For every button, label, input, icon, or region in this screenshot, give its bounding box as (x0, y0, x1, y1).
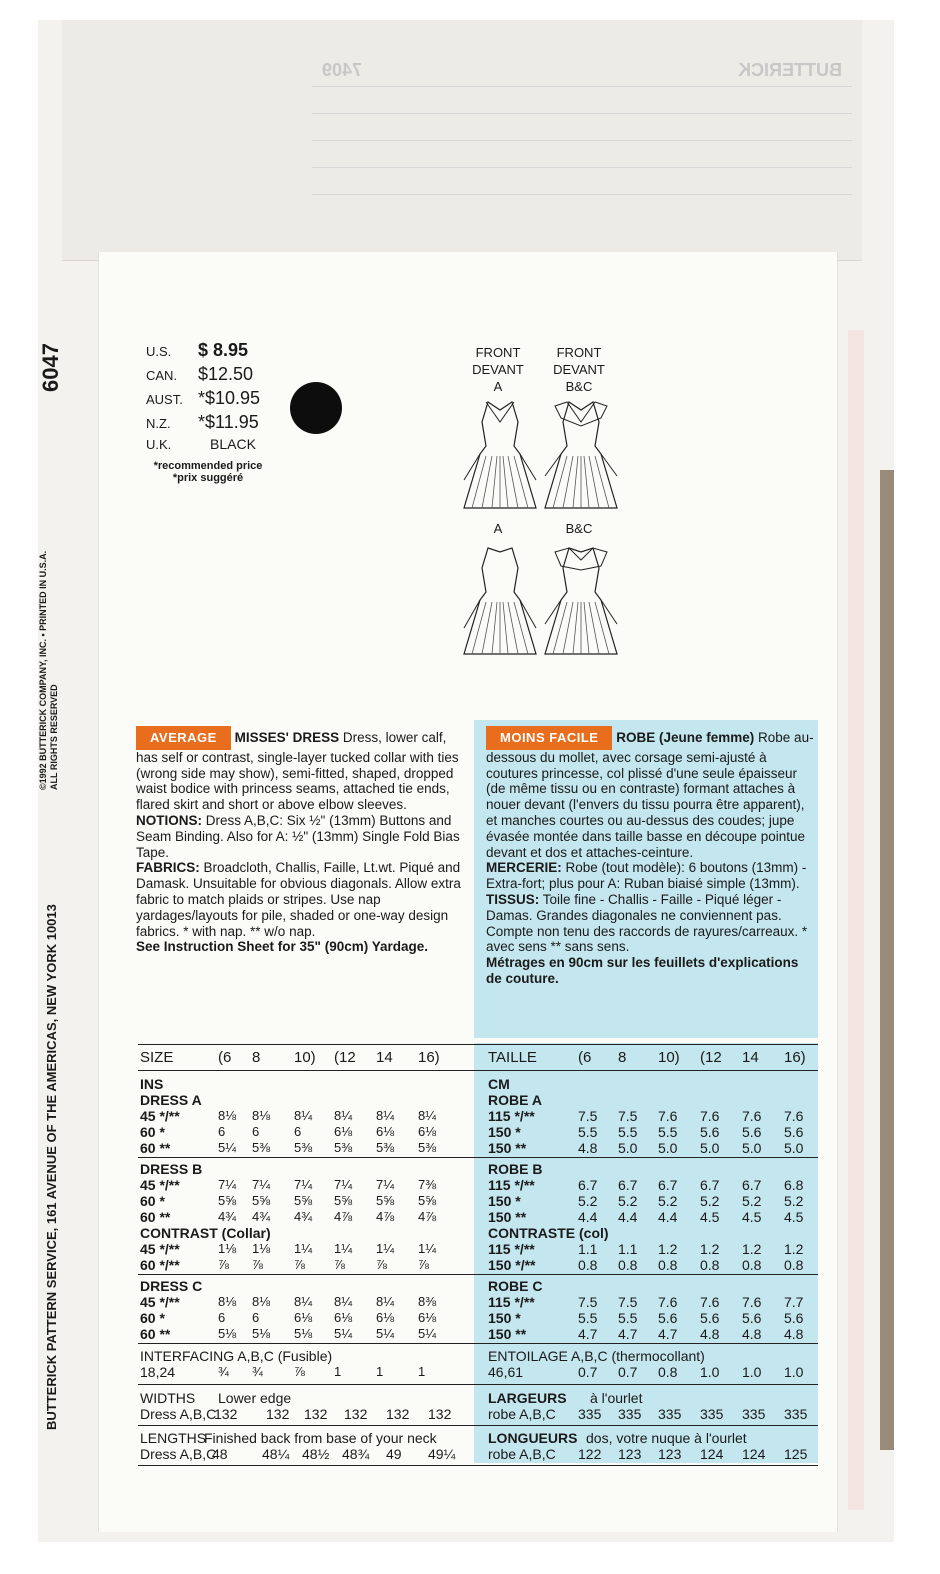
value-cell-fr: 7.5 (618, 1108, 638, 1124)
label-back-a: A (493, 521, 503, 536)
section-label: DRESS B (140, 1161, 203, 1177)
size-col: 16) (418, 1049, 440, 1066)
measure-rule (138, 1465, 818, 1466)
value-cell: 6 (218, 1310, 226, 1325)
envelope-flap (62, 20, 862, 261)
section-label: DRESS C (140, 1278, 203, 1294)
section-label-fr: ROBE C (488, 1278, 543, 1294)
value-cell: 48½ (302, 1446, 330, 1462)
header-rule (138, 1070, 818, 1071)
french-description: MOINS FACILE ROBE (Jeune femme) Robe au-dessous du mollet, avec corsage semi-ajusté à coutures princesse, col plissé d'une seule épaisseur (de même tissu ou en contraste) formant attaches à nouer devant (l'envers du tissu pourra être apparent), et manches courtes ou au-dessus des coudes; jupe évasée montée dans taille basse en découpe pointue devant et dos et attaches-ceinture. MERCERIE: Robe (tout modèle): 6 boutons (13mm) - Extra-fort; plus pour A: Ruban biaisé simple (13mm). TISSUS: Toile fine - Challis - Faille - Piqué léger - Damas. Grandes diagonales ne conviennent pas. Compte non tenu des raccords de rayures/carreaux. * avec sens ** sans sens. Métrages en 90cm sur les feuillets d'explications de couture. (486, 726, 814, 987)
value-cell-fr: 5.0 (700, 1140, 720, 1156)
dress-back-a-sketch (460, 540, 540, 658)
row-label-fr: 115 */** (488, 1108, 535, 1124)
section-label-fr: ROBE B (488, 1161, 543, 1177)
value-cell: 1¼ (294, 1241, 313, 1256)
row-label: 60 */** (140, 1257, 180, 1273)
value-cell: 132 (266, 1406, 290, 1422)
value-cell-fr: 4.5 (742, 1209, 762, 1225)
taille-col: 8 (618, 1049, 627, 1066)
value-cell: 1¼ (418, 1241, 437, 1256)
pattern-number: 6047 (38, 343, 63, 392)
value-cell-fr: 5.6 (658, 1310, 678, 1326)
value-cell-fr: 122 (578, 1446, 602, 1462)
dress-abc: Dress A,B,C (140, 1406, 217, 1422)
value-cell: 8⅜ (418, 1294, 437, 1309)
taille-col: (6 (578, 1049, 592, 1066)
value-cell-fr: 123 (618, 1446, 642, 1462)
value-cell-fr: 5.0 (658, 1140, 678, 1156)
value-cell-fr: 6.7 (742, 1177, 762, 1193)
robe-abc: robe A,B,C (488, 1406, 556, 1422)
widths-label: WIDTHS (140, 1390, 196, 1406)
section-rule (138, 1274, 818, 1275)
value-cell: ⅞ (376, 1257, 387, 1272)
value-cell: 7¼ (376, 1177, 395, 1192)
value-cell: 49 (386, 1446, 402, 1462)
value-cell-fr: 1.0 (742, 1364, 762, 1380)
copyright-block: ©1992 BUTTERICK COMPANY, INC. • PRINTED IN U.S.A. ALL RIGHTS RESERVED (38, 550, 59, 790)
entoilage-sizes: 46,61 (488, 1364, 524, 1380)
value-cell: 5⅜ (376, 1140, 395, 1155)
row-label: 60 * (140, 1193, 165, 1209)
value-cell: 1 (334, 1364, 342, 1379)
value-cell-fr: 5.6 (742, 1124, 762, 1140)
value-cell: 7¼ (334, 1177, 353, 1192)
value-cell-fr: 1.1 (618, 1241, 638, 1257)
value-cell: 4⅞ (418, 1209, 437, 1224)
interfacing-label: INTERFACING A,B,C (Fusible) (140, 1348, 333, 1364)
value-cell: 8¼ (376, 1108, 395, 1123)
row-label-fr: 115 */** (488, 1241, 535, 1257)
size-col: 8 (252, 1049, 261, 1066)
dress-abc: Dress A,B,C (140, 1446, 217, 1462)
value-cell: 8¼ (294, 1294, 313, 1309)
value-cell-fr: 5.0 (618, 1140, 638, 1156)
note-en: Lower edge (218, 1390, 292, 1406)
note-fr: à l'ourlet (590, 1390, 643, 1406)
value-cell-fr: 123 (658, 1446, 682, 1462)
value-cell: 1⅛ (218, 1241, 237, 1256)
size-col: 10) (294, 1049, 316, 1066)
label-back-bc: B&C (565, 521, 593, 536)
value-cell: 132 (428, 1406, 452, 1422)
table-top-rule (138, 1044, 818, 1045)
value-cell: 1¼ (376, 1241, 395, 1256)
value-cell-fr: 4.7 (618, 1326, 638, 1342)
dress-front-a-sketch (460, 396, 540, 514)
value-cell-fr: 5.6 (742, 1310, 762, 1326)
value-cell: 6⅛ (376, 1124, 395, 1139)
value-cell: 6⅛ (376, 1310, 395, 1325)
value-cell-fr: 1.2 (700, 1241, 720, 1257)
value-cell: 8¼ (294, 1108, 313, 1123)
value-cell: 1⅛ (252, 1241, 271, 1256)
value-cell: 7¼ (218, 1177, 237, 1192)
value-cell-fr: 7.6 (700, 1294, 720, 1310)
largeurs-label: LARGEURS (488, 1390, 567, 1406)
value-cell: 6⅛ (334, 1124, 353, 1139)
widths-rule (138, 1384, 818, 1385)
price-nz: N.Z. *$11.95 (146, 412, 259, 432)
label-front-a: FRONT DEVANT A (472, 345, 524, 394)
value-cell: 7¼ (294, 1177, 313, 1192)
value-cell: 5⅛ (218, 1326, 237, 1341)
value-cell: 132 (214, 1406, 238, 1422)
value-cell-fr: 5.2 (658, 1193, 678, 1209)
value-cell-fr: 5.2 (618, 1193, 638, 1209)
row-label: 45 */** (140, 1177, 180, 1193)
value-cell-fr: 6.7 (658, 1177, 678, 1193)
value-cell: 8¼ (376, 1294, 395, 1309)
value-cell-fr: 4.7 (658, 1326, 678, 1342)
value-cell: 5¼ (418, 1326, 437, 1341)
value-cell-fr: 4.7 (578, 1326, 598, 1342)
value-cell: 8¼ (334, 1108, 353, 1123)
value-cell-fr: 6.7 (618, 1177, 638, 1193)
value-cell: 4⅞ (334, 1209, 353, 1224)
value-cell: 48¾ (342, 1446, 370, 1462)
value-cell: 48¼ (262, 1446, 290, 1462)
section-label: CONTRAST (Collar) (140, 1225, 271, 1241)
value-cell: 5⅝ (252, 1193, 271, 1208)
size-col: (6 (218, 1049, 232, 1066)
value-cell: 4¾ (218, 1209, 237, 1224)
size-col: 14 (376, 1049, 393, 1066)
show-through-text: BUTTERICK 7409 (312, 60, 852, 220)
dress-front-bc-sketch (541, 396, 621, 514)
label-front-bc: FRONT DEVANT B&C (553, 345, 605, 394)
value-cell-fr: 0.8 (658, 1257, 678, 1273)
value-cell-fr: 7.5 (578, 1294, 598, 1310)
row-label-fr: 150 * (488, 1310, 521, 1326)
value-cell-fr: 5.2 (700, 1193, 720, 1209)
value-cell-fr: 1.2 (742, 1241, 762, 1257)
value-cell: 5⅜ (418, 1140, 437, 1155)
value-cell-fr: 335 (618, 1406, 642, 1422)
value-cell-fr: 1.2 (658, 1241, 678, 1257)
taille-col: 14 (742, 1049, 759, 1066)
value-cell: 8¼ (334, 1294, 353, 1309)
value-cell: 6⅛ (334, 1310, 353, 1325)
value-cell-fr: 0.8 (742, 1257, 762, 1273)
difficulty-badge-fr: MOINS FACILE (486, 726, 612, 750)
value-cell-fr: 5.6 (700, 1124, 720, 1140)
value-cell: ⅞ (252, 1257, 263, 1272)
section-label-fr: CONTRASTE (col) (488, 1225, 609, 1241)
value-cell: 48 (212, 1446, 228, 1462)
value-cell: 5¼ (376, 1326, 395, 1341)
value-cell-fr: 5.2 (784, 1193, 804, 1209)
value-cell-fr: 4.5 (784, 1209, 804, 1225)
value-cell-fr: 335 (784, 1406, 808, 1422)
value-cell: 5⅝ (376, 1193, 395, 1208)
value-cell: ¾ (252, 1364, 263, 1379)
row-label: 60 ** (140, 1140, 171, 1156)
value-cell-fr: 335 (658, 1406, 682, 1422)
price-aust: AUST. *$10.95 (146, 388, 261, 408)
value-cell: 49¼ (428, 1446, 456, 1462)
section-rule (138, 1157, 818, 1158)
row-label: 60 ** (140, 1326, 171, 1342)
value-cell: ⅞ (334, 1257, 345, 1272)
value-cell: 132 (304, 1406, 328, 1422)
value-cell-fr: 4.4 (618, 1209, 638, 1225)
value-cell-fr: 335 (700, 1406, 724, 1422)
value-cell: 4⅞ (376, 1209, 395, 1224)
english-description: AVERAGE MISSES' DRESS Dress, lower calf, has self or contrast, single-layer tucked collar with ties (wrong side may show), semi-fitted, shaped, dropped waist bodice with princess seams, attached tie ends, flared skirt and short or above elbow sleeves. NOTIONS: Dress A,B,C: Six ½" (13mm) Buttons and Seam Binding. Also for A: ½" (13mm) Single Fold Bias Tape. FABRICS: Broadcloth, Challis, Faille, Lt.wt. Piqué and Damask. Unsuitable for obvious diagonals. Allow extra fabric to match plaids or stripes. Use nap yardages/layouts for pile, shaded or one-way design fabrics. * with nap. ** w/o nap. See Instruction Sheet for 35" (90cm) Yardage. (136, 726, 462, 955)
value-cell: 7¼ (252, 1177, 271, 1192)
value-cell: 5⅝ (218, 1193, 237, 1208)
value-cell: 5⅝ (334, 1193, 353, 1208)
value-cell: ⅞ (294, 1257, 305, 1272)
value-cell-fr: 0.8 (578, 1257, 598, 1273)
value-cell: 5⅛ (294, 1326, 313, 1341)
publisher-address: BUTTERICK PATTERN SERVICE, 161 AVENUE OF THE AMERICAS, NEW YORK 10013 (44, 904, 59, 1430)
row-label-fr: 150 ** (488, 1326, 527, 1342)
value-cell: 5⅜ (252, 1140, 271, 1155)
row-label: 45 */** (140, 1108, 180, 1124)
value-cell: 6 (218, 1124, 226, 1139)
ins-label: INS (140, 1076, 164, 1092)
value-cell: 6 (252, 1310, 260, 1325)
value-cell-fr: 4.8 (700, 1326, 720, 1342)
value-cell-fr: 6.7 (578, 1177, 598, 1193)
value-cell: 5⅝ (294, 1193, 313, 1208)
value-cell-fr: 5.5 (658, 1124, 678, 1140)
price-note: *recommended price *prix suggéré (153, 460, 263, 484)
cm-label: CM (488, 1076, 510, 1092)
longueurs-label: LONGUEURS (488, 1430, 578, 1446)
dress-back-bc-sketch (541, 540, 621, 658)
size-col: (12 (334, 1049, 356, 1066)
value-cell-fr: 7.6 (742, 1108, 762, 1124)
value-cell-fr: 5.5 (618, 1310, 638, 1326)
value-cell: ⅞ (218, 1257, 229, 1272)
value-cell-fr: 0.8 (658, 1364, 678, 1380)
value-cell-fr: 4.8 (784, 1326, 804, 1342)
value-cell-fr: 5.5 (618, 1124, 638, 1140)
value-cell: 8⅛ (252, 1294, 271, 1309)
value-cell: 1¼ (334, 1241, 353, 1256)
value-cell-fr: 5.2 (578, 1193, 598, 1209)
value-cell-fr: 0.8 (700, 1257, 720, 1273)
right-edge-strip (880, 470, 894, 1450)
value-cell-fr: 7.5 (618, 1294, 638, 1310)
value-cell-fr: 0.8 (618, 1257, 638, 1273)
value-cell: 1 (376, 1364, 384, 1379)
price-uk: U.K. BLACK (146, 436, 256, 452)
value-cell: 5⅛ (252, 1326, 271, 1341)
value-cell-fr: 124 (742, 1446, 766, 1462)
size-header: SIZE (140, 1049, 174, 1066)
value-cell-fr: 7.6 (700, 1108, 720, 1124)
value-cell-fr: 4.8 (578, 1140, 598, 1156)
lengths-label: LENGTHS (140, 1430, 207, 1446)
value-cell-fr: 0.8 (784, 1257, 804, 1273)
value-cell-fr: 4.4 (578, 1209, 598, 1225)
pink-edge (848, 330, 864, 1510)
row-label-fr: 150 */** (488, 1257, 536, 1273)
value-cell-fr: 7.6 (658, 1294, 678, 1310)
value-cell: 4¾ (294, 1209, 313, 1224)
value-cell-fr: 5.2 (742, 1193, 762, 1209)
value-cell-fr: 5.6 (784, 1310, 804, 1326)
black-dot (290, 382, 342, 434)
value-cell-fr: 335 (742, 1406, 766, 1422)
value-cell-fr: 5.0 (742, 1140, 762, 1156)
value-cell-fr: 5.5 (578, 1124, 598, 1140)
value-cell-fr: 4.5 (700, 1209, 720, 1225)
value-cell-fr: 125 (784, 1446, 808, 1462)
row-label: 45 */** (140, 1294, 180, 1310)
value-cell-fr: 0.7 (618, 1364, 638, 1380)
note-en: Finished back from base of your neck (204, 1430, 437, 1446)
value-cell: ⅞ (294, 1364, 305, 1379)
value-cell-fr: 7.6 (784, 1108, 804, 1124)
value-cell-fr: 7.7 (784, 1294, 804, 1310)
value-cell-fr: 1.0 (700, 1364, 720, 1380)
row-label: 45 */** (140, 1241, 180, 1257)
robe-abc: robe A,B,C (488, 1446, 556, 1462)
section-label-fr: ROBE A (488, 1092, 542, 1108)
value-cell-fr: 7.6 (658, 1108, 678, 1124)
difficulty-badge: AVERAGE (136, 726, 231, 750)
value-cell-fr: 335 (578, 1406, 602, 1422)
value-cell: 8⅛ (218, 1294, 237, 1309)
row-label: 60 * (140, 1124, 165, 1140)
row-label-fr: 150 ** (488, 1209, 527, 1225)
value-cell-fr: 0.7 (578, 1364, 598, 1380)
taille-col: 16) (784, 1049, 806, 1066)
value-cell-fr: 5.6 (700, 1310, 720, 1326)
value-cell: 5¼ (218, 1140, 237, 1155)
row-label-fr: 115 */** (488, 1294, 535, 1310)
value-cell-fr: 4.8 (742, 1326, 762, 1342)
price-us: U.S. $ 8.95 (146, 340, 249, 360)
value-cell: 6⅛ (418, 1310, 437, 1325)
value-cell: 6 (252, 1124, 260, 1139)
value-cell: 4¾ (252, 1209, 271, 1224)
value-cell: 7⅜ (418, 1177, 437, 1192)
value-cell: 6⅛ (418, 1124, 437, 1139)
value-cell: 5⅝ (418, 1193, 437, 1208)
measure-rule (138, 1425, 818, 1426)
value-cell-fr: 7.5 (578, 1108, 598, 1124)
taille-header: TAILLE (488, 1049, 537, 1066)
row-label-fr: 150 * (488, 1124, 521, 1140)
row-label-fr: 150 ** (488, 1140, 527, 1156)
row-label: 60 * (140, 1310, 165, 1326)
value-cell: 8⅛ (218, 1108, 237, 1123)
section-label: DRESS A (140, 1092, 202, 1108)
interfacing-rule (138, 1343, 818, 1344)
price-can: CAN. $12.50 (146, 364, 254, 384)
value-cell: ¾ (218, 1364, 229, 1379)
value-cell: 6 (294, 1124, 302, 1139)
value-cell: 5⅜ (334, 1140, 353, 1155)
value-cell: 5¼ (334, 1326, 353, 1341)
value-cell: 5⅜ (294, 1140, 313, 1155)
value-cell: 8⅛ (252, 1108, 271, 1123)
row-label: 60 ** (140, 1209, 171, 1225)
value-cell-fr: 124 (700, 1446, 724, 1462)
value-cell-fr: 5.0 (784, 1140, 804, 1156)
value-cell-fr: 1.0 (784, 1364, 804, 1380)
value-cell: 6⅛ (294, 1310, 313, 1325)
value-cell: ⅞ (418, 1257, 429, 1272)
value-cell: 132 (344, 1406, 368, 1422)
value-cell-fr: 1.2 (784, 1241, 804, 1257)
value-cell: 132 (386, 1406, 410, 1422)
row-label-fr: 115 */** (488, 1177, 535, 1193)
value-cell-fr: 5.5 (578, 1310, 598, 1326)
row-label-fr: 150 * (488, 1193, 521, 1209)
entoilage-label: ENTOILAGE A,B,C (thermocollant) (488, 1348, 705, 1364)
taille-col: 10) (658, 1049, 680, 1066)
value-cell-fr: 7.6 (742, 1294, 762, 1310)
taille-col: (12 (700, 1049, 722, 1066)
value-cell-fr: 6.8 (784, 1177, 804, 1193)
value-cell-fr: 6.7 (700, 1177, 720, 1193)
value-cell: 1 (418, 1364, 426, 1379)
value-cell-fr: 1.1 (578, 1241, 598, 1257)
value-cell-fr: 4.4 (658, 1209, 678, 1225)
note-fr: dos, votre nuque à l'ourlet (586, 1430, 747, 1446)
value-cell: 8¼ (418, 1108, 437, 1123)
interfacing-sizes: 18,24 (140, 1364, 176, 1380)
value-cell-fr: 5.6 (784, 1124, 804, 1140)
